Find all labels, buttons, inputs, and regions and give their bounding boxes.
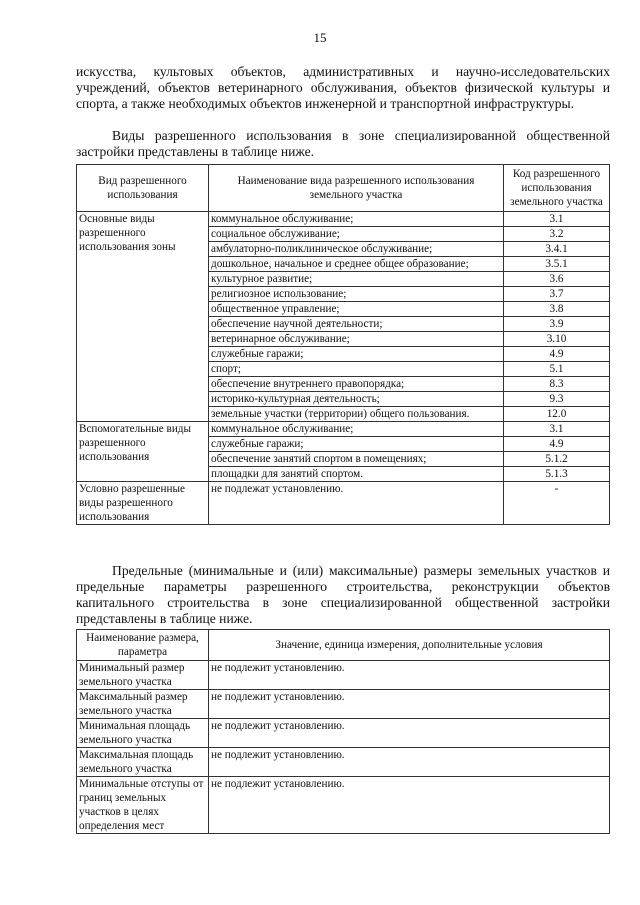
- header-cell: Значение, единица измерения, дополнительные условия: [209, 630, 610, 661]
- paragraph-intro: искусства, культовых объектов, административных и научно-исследовательских учреждений, объектов ветеринарного обслуживания, объектов физической культуры и спорта, а также необходимых объектов инженерной и транспортной инфраструктуры.: [76, 64, 610, 111]
- use-code: 3.5.1: [504, 257, 610, 272]
- table-row: [77, 422, 610, 437]
- use-name: дошкольное, начальное и среднее общее образование;: [209, 257, 504, 272]
- use-name: обеспечение внутреннего правопорядка;: [209, 377, 504, 392]
- use-name: обеспечение научной деятельности;: [209, 317, 504, 332]
- page-number: 15: [313, 30, 327, 45]
- table-row: [77, 777, 610, 834]
- use-code: 3.9: [504, 317, 610, 332]
- use-code: 3.8: [504, 302, 610, 317]
- table-row: [77, 661, 610, 690]
- use-name: служебные гаражи;: [209, 437, 504, 452]
- param-name: Минимальная площадь земельного участка: [77, 719, 209, 748]
- use-code: 8.3: [504, 377, 610, 392]
- category-cell: Основные виды разрешенного использования зоны: [77, 212, 209, 422]
- param-value: не подлежит установлению.: [209, 748, 610, 777]
- use-code: 3.1: [504, 212, 610, 227]
- use-code: 9.3: [504, 392, 610, 407]
- use-name: общественное управление;: [209, 302, 504, 317]
- use-code: 5.1.3: [504, 467, 610, 482]
- param-name: Максимальная площадь земельного участка: [77, 748, 209, 777]
- param-name: Максимальный размер земельного участка: [77, 690, 209, 719]
- use-name: ветеринарное обслуживание;: [209, 332, 504, 347]
- use-name: не подлежат установлению.: [209, 482, 504, 525]
- use-name: площадки для занятий спортом.: [209, 467, 504, 482]
- use-code: 5.1.2: [504, 452, 610, 467]
- use-code: -: [504, 482, 610, 525]
- use-code: 12.0: [504, 407, 610, 422]
- use-code: 3.10: [504, 332, 610, 347]
- table-row: [77, 748, 610, 777]
- header-cell: Вид разрешенного использования: [77, 165, 209, 212]
- category-cell: Вспомогательные виды разрешенного использования: [77, 422, 209, 482]
- use-code: 3.7: [504, 287, 610, 302]
- use-code: 4.9: [504, 437, 610, 452]
- table-header-row: [77, 630, 610, 661]
- use-name: спорт;: [209, 362, 504, 377]
- paragraph-table2-caption: Предельные (минимальные и (или) максимальные) размеры земельных участков и предельные параметры разрешенного строительства, реконструкции объектов капитального строительства в зоне специализированной общественной застройки представлены в таблице ниже.: [76, 563, 610, 626]
- use-name: коммунальное обслуживание;: [209, 212, 504, 227]
- use-code: 3.4.1: [504, 242, 610, 257]
- use-name: служебные гаражи;: [209, 347, 504, 362]
- table-row: [77, 212, 610, 227]
- header-cell: Наименование размера, параметра: [77, 630, 209, 661]
- category-cell: Условно разрешенные виды разрешенного использования: [77, 482, 209, 525]
- param-name: Минимальные отступы от границ земельных участков в целях определения мест: [77, 777, 209, 834]
- table-row: [77, 719, 610, 748]
- param-value: не подлежит установлению.: [209, 777, 610, 834]
- use-code: 3.1: [504, 422, 610, 437]
- header-cell: Код разрешенного использования земельного участка: [504, 165, 610, 212]
- use-code: 3.2: [504, 227, 610, 242]
- table-row: [77, 690, 610, 719]
- use-name: земельные участки (территории) общего пользования.: [209, 407, 504, 422]
- table-row: [77, 482, 610, 525]
- use-code: 3.6: [504, 272, 610, 287]
- use-name: религиозное использование;: [209, 287, 504, 302]
- use-code: 5.1: [504, 362, 610, 377]
- use-name: историко-культурная деятельность;: [209, 392, 504, 407]
- use-name: культурное развитие;: [209, 272, 504, 287]
- permitted-use-table: [76, 164, 610, 525]
- param-value: не подлежит установлению.: [209, 661, 610, 690]
- use-name: коммунальное обслуживание;: [209, 422, 504, 437]
- parameters-table: [76, 629, 610, 834]
- use-name: амбулаторно-поликлиническое обслуживание;: [209, 242, 504, 257]
- use-code: 4.9: [504, 347, 610, 362]
- use-name: обеспечение занятий спортом в помещениях;: [209, 452, 504, 467]
- param-value: не подлежит установлению.: [209, 719, 610, 748]
- param-name: Минимальный размер земельного участка: [77, 661, 209, 690]
- use-name: социальное обслуживание;: [209, 227, 504, 242]
- paragraph-table1-caption: Виды разрешенного использования в зоне специализированной общественной застройки представлены в таблице ниже.: [76, 128, 610, 159]
- table-header-row: [77, 165, 610, 212]
- header-cell: Наименование вида разрешенного использования земельного участка: [209, 165, 504, 212]
- param-value: не подлежит установлению.: [209, 690, 610, 719]
